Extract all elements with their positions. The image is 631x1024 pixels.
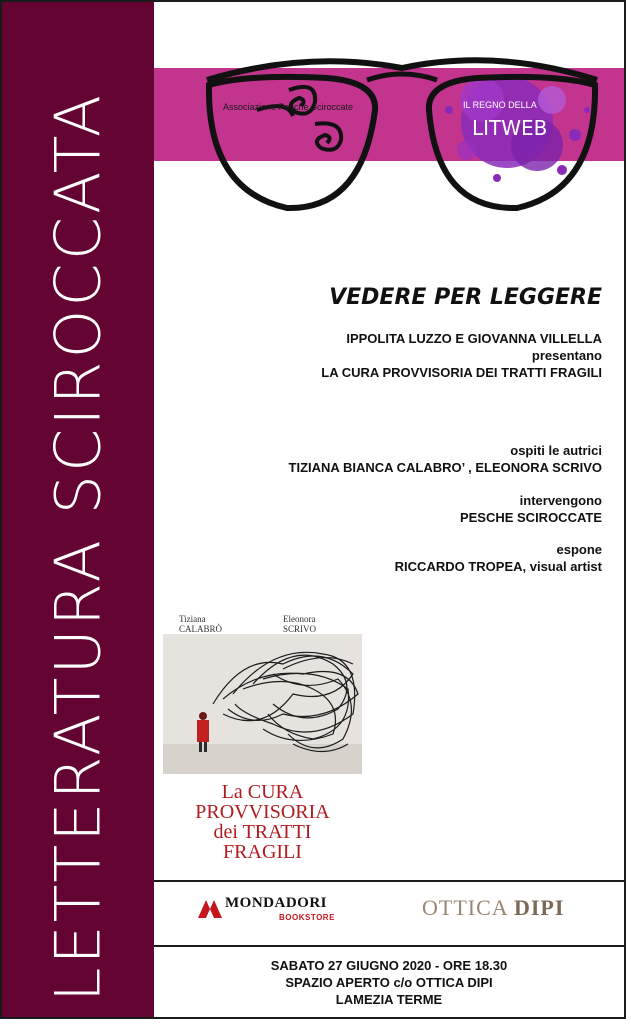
glasses-logo [197,40,607,215]
litweb-top-label: IL REGNO DELLA [463,100,537,110]
presentano-label: presentano [531,348,602,363]
cover-title-line4: FRAGILI [223,841,302,863]
book-authors [163,610,362,636]
mondadori-icon [197,897,223,919]
expose-block [395,541,602,575]
author2-last: SCRIVO [283,624,317,634]
book-title-text: LA CURA PROVVISORIA DEI TRATTI FRAGILI [321,365,602,380]
expose-label: espone [556,542,602,557]
footer [154,957,624,1008]
expose: RICCARDO TROPEA, visual artist [394,559,602,574]
mondadori-sub: BOOKSTORE [279,913,335,922]
author2 [283,614,316,634]
vertical-title: LETTERATURA SCIROCCATA [41,91,115,1003]
author2-first: Eleonora [283,614,316,624]
ottica-dipi-logo [422,895,564,921]
cover-artwork [163,634,362,774]
divider-top [154,880,624,882]
book-cover [163,606,362,870]
pesche-curls [257,87,341,150]
cover-title-line1: La CURA [221,781,304,803]
footer-venue: SPAZIO APERTO c/o OTTICA DIPI [285,975,493,990]
guests-label: ospiti le autrici [510,443,602,458]
author1 [179,614,222,634]
author1-first: Tiziana [179,614,206,624]
association-label: Associazione Pesche Sciroccate [223,102,354,112]
guests: TIZIANA BIANCA CALABRO’ , ELEONORA SCRIVO [288,460,602,475]
presenters: IPPOLITA LUZZO E GIOVANNA VILLELLA [346,331,602,346]
side-band [2,2,154,1017]
cover-title-line3: dei TRATTI [213,821,312,843]
mondadori-name: MONDADORI [225,895,327,911]
intervene: PESCHE SCIROCCATE [459,510,602,525]
litweb-main-label: LITWEB [472,116,548,140]
presenters-block [321,330,602,381]
ottica-word: OTTICA [422,895,508,920]
divider-bottom [154,945,624,947]
cover-title [163,782,362,862]
dipi-word: DIPI [513,895,565,920]
footer-date: SABATO 27 GIUGNO 2020 - ORE 18.30 [270,958,508,973]
intervene-block [460,492,602,526]
mondadori-logo [197,895,377,925]
intervene-label: intervengono [519,493,602,508]
event-title: VEDERE PER LEGGERE [329,285,602,310]
author1-last: CALABRÒ [179,624,223,634]
guests-block [289,442,602,476]
footer-city: LAMEZIA TERME [335,992,443,1007]
cover-title-line2: PROVVISORIA [195,801,330,823]
